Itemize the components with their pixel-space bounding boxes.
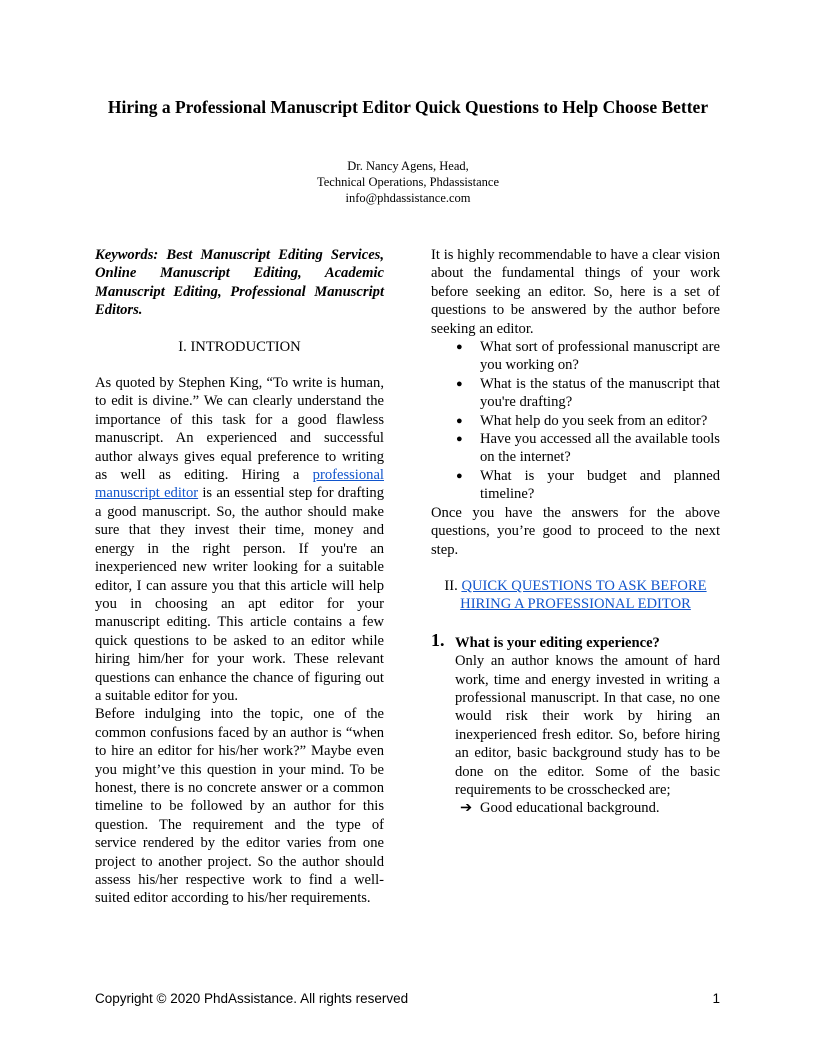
list-item xyxy=(456,338,720,375)
page-number: 1 xyxy=(712,991,720,1006)
list-item xyxy=(456,430,720,467)
bullet-icon: ● xyxy=(456,469,463,482)
text: is an essential step for drafting a good manuscript. So, the author should make sure that they invest their time, money and energy in the right person. If you're an inexperienced new writer looking for a suitable editor, I can assure you that this article will help you in choosing an apt editor for your manuscript editing. This article contains a few quick questions to be asked to an editor while hiring him/her for your work. These relevant questions can enhance the chance of figuring out a suitable editor for you. xyxy=(95,485,384,704)
question-list xyxy=(431,338,720,504)
section-heading-introduction: I. INTRODUCTION xyxy=(178,338,301,355)
arrow-list-item xyxy=(431,799,720,817)
text: As quoted by Stephen King, “To write is human, to edit is divine.” We can clearly understand the importance of this task for a good flawless manuscript. An experienced and successful author always gives equal preference to writing as well as editing. Hiring a xyxy=(95,375,384,484)
bullet-icon: ● xyxy=(456,414,463,427)
list-item xyxy=(456,375,720,412)
question-heading: What is your editing experience? xyxy=(455,634,660,651)
question-1 xyxy=(431,629,720,800)
list-item-text: Have you accessed all the available tools on the internet? xyxy=(480,431,720,466)
list-item xyxy=(456,412,720,430)
section-heading-quick-questions xyxy=(431,577,720,614)
question-number: 1. xyxy=(431,629,445,650)
bullet-icon: ● xyxy=(456,377,463,390)
arrow-right-icon: ➔ xyxy=(460,800,473,817)
intro-paragraph-2: Before indulging into the topic, one of the common confusions faced by an author is “when to hire an editor for his/her work?” Maybe even you might’ve this question in your mind. To be honest, there is no concrete answer or a common timeline to be followed by an author for this question. The requirement and the type of service rendered by the editor varies from one project to another project. So the author should assess his/her respective work to find a well-suited editor according to his/her requirements. xyxy=(95,706,384,907)
question-body: Only an author knows the amount of hard work, time and energy invested in writing a professional manuscript. In that case, no one would risk their work by hiring an inexperienced fresh editor. So, before hiring an editor, basic background study has to be done on the editor. Some of the basic requirements to be crosschecked are; xyxy=(455,653,720,798)
intro-paragraph-4: Once you have the answers for the above questions, you’re good to proceed to the next step. xyxy=(431,504,720,558)
list-item-text: What sort of professional manuscript are you working on? xyxy=(480,339,720,374)
document-title: Hiring a Professional Manuscript Editor Quick Questions to Help Choose Better xyxy=(107,97,709,117)
list-item-text: What is the status of the manuscript that you're drafting? xyxy=(480,375,720,411)
list-item-text: What help do you seek from an editor? xyxy=(480,412,708,429)
intro-paragraph-3: It is highly recommendable to have a clear vision about the fundamental things of your work before seeking an editor. So, here is a set of questions to be answered by the author before seeking an editor. xyxy=(431,247,720,337)
quick-questions-link[interactable]: QUICK QUESTIONS TO ASK BEFORE HIRING A PROFESSIONAL EDITOR xyxy=(460,577,707,613)
page-footer xyxy=(95,991,720,1006)
arrow-item-text: Good educational background. xyxy=(480,800,660,817)
keywords: Keywords: Best Manuscript Editing Services, Online Manuscript Editing, Academic Manuscript Editing, Professional Manuscript Editors. xyxy=(95,247,384,319)
professional-manuscript-editor-link[interactable]: professional manuscript editor xyxy=(95,467,384,502)
author-name: Dr. Nancy Agens, Head, xyxy=(347,159,469,173)
two-column-body xyxy=(95,246,720,930)
intro-paragraph-1 xyxy=(95,374,384,705)
copyright-text: Copyright © 2020 PhdAssistance. All rights reserved xyxy=(95,991,409,1006)
author-block xyxy=(200,158,616,206)
bullet-icon: ● xyxy=(456,341,463,354)
bullet-icon: ● xyxy=(456,433,463,446)
author-affiliation: Technical Operations, Phdassistance xyxy=(316,175,500,189)
section-number: II. xyxy=(444,577,462,594)
list-item xyxy=(456,467,720,504)
author-email: info@phdassistance.com xyxy=(345,191,471,205)
list-item-text: What is your budget and planned timeline? xyxy=(480,467,720,503)
